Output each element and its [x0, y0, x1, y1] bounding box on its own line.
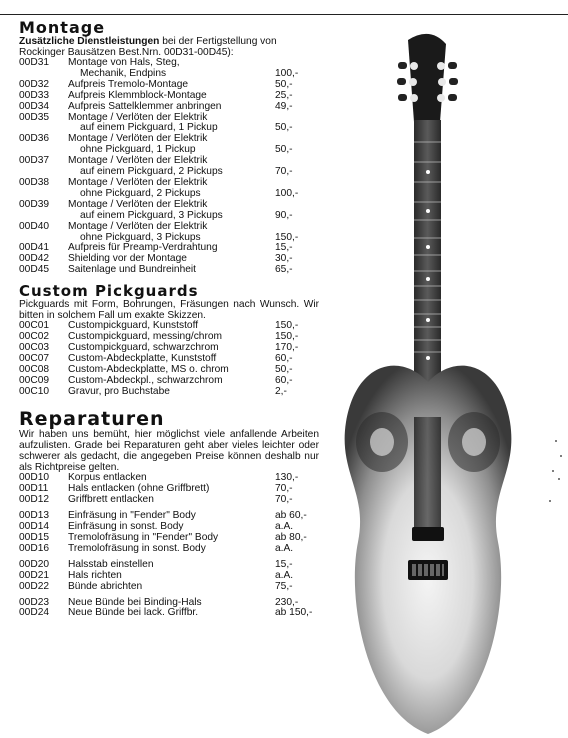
- pickguards-list: [19, 321, 319, 397]
- item-code: 00D13: [19, 510, 50, 522]
- item-price: a.A.: [275, 521, 294, 533]
- neck-extension: [414, 417, 441, 527]
- item-code: 00D12: [19, 494, 50, 506]
- item-price: 50,-: [275, 122, 293, 134]
- item-price: ab 150,-: [275, 607, 313, 619]
- headstock: [408, 34, 446, 122]
- item-description: Montage / Verlöten der Elektrik auf einem Pickguard, 1 Pickup: [68, 111, 218, 134]
- item-code: 00D40: [19, 220, 50, 232]
- item-description: Montage / Verlöten der Elektrik ohne Pickguard, 3 Pickups: [68, 220, 208, 243]
- item-description: Aufpreis Tremolo-Montage: [68, 78, 189, 90]
- item-description: Montage / Verlöten der Elektrik ohne Pickguard, 2 Pickups: [68, 176, 208, 199]
- item-description: Neue Bünde bei Binding-Hals: [68, 596, 202, 608]
- price-row: [19, 178, 319, 200]
- item-code: 00D11: [19, 483, 49, 495]
- item-price: 70,-: [275, 166, 293, 178]
- reparaturen-heading: Reparaturen: [19, 408, 165, 431]
- item-price: 75,-: [275, 580, 293, 592]
- item-code: 00D22: [19, 580, 50, 592]
- item-code: 00D23: [19, 596, 50, 608]
- pickguards-intro: Pickguards mit Form, Bohrungen, Fräsungen nach Wunsch. Wir bitten in solchem Fall um exakte Skizzen.: [19, 299, 319, 322]
- item-code: 00C07: [19, 352, 50, 364]
- montage-list: [19, 58, 319, 276]
- top-rule: [0, 14, 568, 15]
- item-price: a.A.: [275, 569, 294, 581]
- item-description: Saitenlage und Bundreinheit: [68, 264, 197, 276]
- item-description: Tremolofräsung in sonst. Body: [68, 542, 206, 554]
- item-code: 00D20: [19, 558, 50, 570]
- item-description: Aufpreis Sattelklemmer anbringen: [68, 100, 222, 112]
- price-row: [19, 156, 319, 178]
- item-description: Gravur, pro Buchstabe: [68, 385, 170, 397]
- price-row: [19, 134, 319, 156]
- item-price: 50,-: [275, 144, 293, 156]
- item-code: 00D36: [19, 133, 50, 145]
- item-code: 00D42: [19, 253, 50, 265]
- item-description: Custom-Abdeckpl., schwarzchrom: [68, 374, 223, 386]
- item-price: 30,-: [275, 253, 293, 265]
- item-price: 65,-: [275, 264, 293, 276]
- item-price: 150,-: [275, 331, 299, 343]
- item-code: 00C08: [19, 363, 50, 375]
- price-row: [19, 560, 319, 571]
- item-price: 49,-: [275, 100, 293, 112]
- item-code: 00D45: [19, 264, 50, 276]
- item-description: Shielding vor der Montage: [68, 253, 187, 265]
- item-description: Custom-Abdeckplatte, Kunststoff: [68, 352, 217, 364]
- price-row: [19, 200, 319, 222]
- item-price: 100,-: [275, 67, 299, 79]
- item-price: 70,-: [275, 494, 293, 506]
- item-code: 00C03: [19, 341, 50, 353]
- item-code: 00D35: [19, 111, 50, 123]
- item-price: 60,-: [275, 374, 293, 386]
- item-description: Einfräsung in sonst. Body: [68, 521, 184, 533]
- price-row: [19, 484, 319, 495]
- item-description: Custompickguard, Kunststoff: [68, 320, 199, 332]
- item-price: 60,-: [275, 352, 293, 364]
- item-price: 15,-: [275, 242, 293, 254]
- item-price: 15,-: [275, 558, 293, 570]
- item-price: 2,-: [275, 385, 287, 397]
- item-description: Custompickguard, schwarzchrom: [68, 341, 219, 353]
- reparaturen-list: [19, 473, 319, 619]
- item-description: Griffbrett entlacken: [68, 494, 154, 506]
- price-row: [19, 544, 319, 555]
- reparaturen-intro: Wir haben uns bemüht, hier möglichst viele anfallende Arbeiten aufzulisten. Grade bei Reparaturen geht aber vieles leichter oder schwerer als gedacht, die angegeben Preise können deshalb nur als Richtpreise gelten.: [19, 429, 319, 474]
- item-code: 00D33: [19, 89, 50, 101]
- item-price: 230,-: [275, 596, 299, 608]
- price-row: [19, 58, 319, 80]
- item-description: Aufpreis Klemmblock-Montage: [68, 89, 207, 101]
- item-code: 00D32: [19, 78, 50, 90]
- item-code: 00D39: [19, 198, 50, 210]
- item-description: Custom-Abdeckplatte, MS o. chrom: [68, 363, 229, 375]
- item-price: 170,-: [275, 341, 299, 353]
- item-description: Bünde abrichten: [68, 580, 143, 592]
- price-row: [19, 582, 319, 593]
- montage-heading: Montage: [19, 18, 106, 37]
- item-code: 00D21: [19, 569, 50, 581]
- guitar-photo: [328, 22, 568, 738]
- item-price: 150,-: [275, 320, 299, 332]
- item-price: ab 80,-: [275, 532, 307, 543]
- item-description: Einfräsung in "Fender" Body: [68, 510, 196, 522]
- item-code: 00D16: [19, 542, 50, 554]
- item-code: 00C01: [19, 320, 50, 332]
- item-code: 00D14: [19, 521, 50, 533]
- montage-intro: Zusätzliche Dienstleistungen bei der Fertigstellung von Rockinger Bausätzen Best.Nrn. 00D31-00D45):: [19, 36, 277, 58]
- item-price: 130,-: [275, 472, 299, 484]
- item-description: Neue Bünde bei lack. Griffbr.: [68, 607, 199, 619]
- item-description: Montage / Verlöten der Elektrik auf einem Pickguard, 3 Pickups: [68, 198, 223, 221]
- item-code: 00D31: [19, 57, 50, 68]
- item-code: 00D15: [19, 532, 50, 543]
- item-description: Hals richten: [68, 569, 122, 581]
- item-price: 100,-: [275, 187, 299, 199]
- item-description: Montage / Verlöten der Elektrik ohne Pickguard, 1 Pickup: [68, 133, 208, 156]
- price-row: [19, 387, 319, 398]
- item-code: 00D38: [19, 176, 50, 188]
- item-price: 50,-: [275, 363, 293, 375]
- item-code: 00D24: [19, 607, 50, 619]
- item-price: 50,-: [275, 78, 293, 90]
- price-row: [19, 265, 319, 276]
- item-code: 00C10: [19, 385, 50, 397]
- item-code: 00D41: [19, 242, 50, 254]
- item-description: Custompickguard, messing/chrom: [68, 331, 223, 343]
- item-description: Korpus entlacken: [68, 472, 147, 484]
- price-row: [19, 222, 319, 244]
- pickguards-heading: Custom Pickguards: [19, 282, 199, 301]
- price-row: [19, 571, 319, 582]
- item-description: Tremolofräsung in "Fender" Body: [68, 532, 219, 543]
- item-price: 70,-: [275, 483, 293, 495]
- price-list-column: [19, 20, 319, 619]
- item-description: Montage von Hals, Steg, Mechanik, Endpins: [68, 57, 180, 79]
- item-price: 150,-: [275, 231, 299, 243]
- price-row: [19, 608, 319, 619]
- item-price: 25,-: [275, 89, 293, 101]
- item-description: Hals entlacken (ohne Griffbrett): [68, 483, 210, 495]
- price-row: [19, 495, 319, 506]
- item-description: Aufpreis für Preamp-Verdrahtung: [68, 242, 218, 254]
- item-description: Montage / Verlöten der Elektrik auf einem Pickguard, 2 Pickups: [68, 155, 223, 178]
- item-price: a.A.: [275, 542, 294, 554]
- item-price: ab 60,-: [275, 510, 307, 522]
- item-code: 00C09: [19, 374, 50, 386]
- item-code: 00D37: [19, 155, 50, 167]
- pickup: [412, 527, 444, 541]
- item-code: 00D10: [19, 472, 50, 484]
- item-code: 00C02: [19, 331, 50, 343]
- item-price: 90,-: [275, 209, 293, 221]
- item-description: Halsstab einstellen: [68, 558, 154, 570]
- item-code: 00D34: [19, 100, 50, 112]
- price-row: [19, 113, 319, 135]
